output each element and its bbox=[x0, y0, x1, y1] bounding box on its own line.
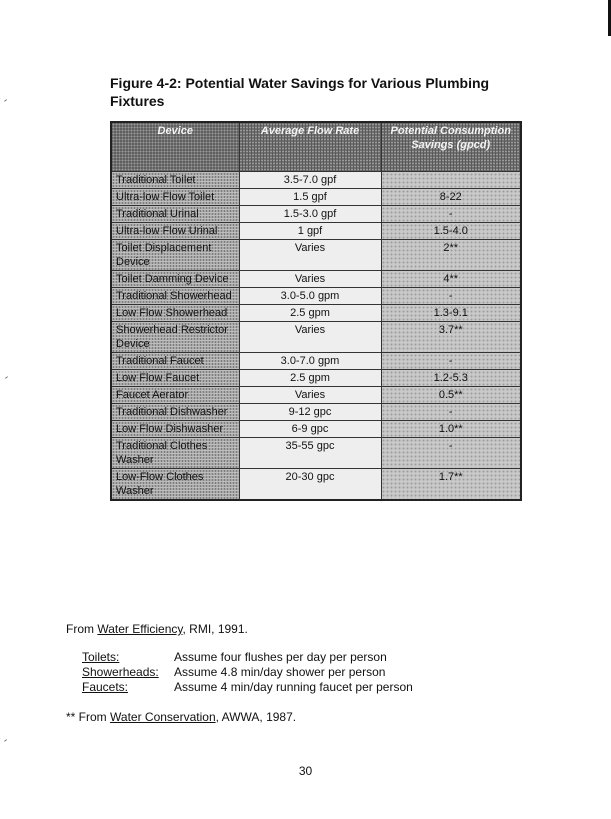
assumption-row bbox=[82, 680, 413, 695]
savings-cell: 1.0** bbox=[381, 421, 521, 438]
table-row bbox=[111, 288, 521, 305]
table-row bbox=[111, 387, 521, 404]
device-cell: Low Flow Faucet bbox=[111, 370, 239, 387]
savings-cell bbox=[381, 172, 521, 189]
flow-rate-cell: 3.5-7.0 gpf bbox=[239, 172, 381, 189]
assumption-row bbox=[82, 665, 413, 680]
table-row bbox=[111, 223, 521, 240]
device-cell: Toilet Damming Device bbox=[111, 271, 239, 288]
header-device: Device bbox=[111, 122, 239, 172]
table-row bbox=[111, 305, 521, 322]
source-suffix: , RMI, 1991. bbox=[182, 622, 248, 636]
flow-rate-cell: 3.0-7.0 gpm bbox=[239, 353, 381, 370]
footnote-title: Water Conservation bbox=[110, 710, 216, 724]
flow-rate-cell: 35-55 gpc bbox=[239, 438, 381, 469]
table-row bbox=[111, 172, 521, 189]
flow-rate-cell: 2.5 gpm bbox=[239, 370, 381, 387]
device-cell: Low-Flow Clothes Washer bbox=[111, 469, 239, 501]
device-cell: Traditional Toilet bbox=[111, 172, 239, 189]
footnote bbox=[66, 710, 296, 724]
footnote-prefix: ** From bbox=[66, 710, 107, 724]
device-cell: Traditional Urinal bbox=[111, 206, 239, 223]
savings-cell: 1.5-4.0 bbox=[381, 223, 521, 240]
assumption-text: Assume 4.8 min/day shower per person bbox=[174, 665, 386, 679]
savings-cell: 1.7** bbox=[381, 469, 521, 501]
source-title: Water Efficiency bbox=[97, 622, 183, 636]
source-prefix: From bbox=[66, 622, 94, 636]
savings-cell: 4** bbox=[381, 271, 521, 288]
device-cell: Showerhead Restrictor Device bbox=[111, 322, 239, 353]
device-cell: Ultra-low Flow Toilet bbox=[111, 189, 239, 206]
flow-rate-cell: 3.0-5.0 gpm bbox=[239, 288, 381, 305]
flow-rate-cell: 20-30 gpc bbox=[239, 469, 381, 501]
flow-rate-cell: Varies bbox=[239, 387, 381, 404]
device-cell: Traditional Faucet bbox=[111, 353, 239, 370]
flow-rate-cell: 1.5-3.0 gpf bbox=[239, 206, 381, 223]
savings-cell: - bbox=[381, 206, 521, 223]
device-cell: Traditional Clothes Washer bbox=[111, 438, 239, 469]
header-average-flow-rate: Average Flow Rate bbox=[239, 122, 381, 172]
savings-cell: 1.3-9.1 bbox=[381, 305, 521, 322]
table-row bbox=[111, 404, 521, 421]
savings-cell: - bbox=[381, 438, 521, 469]
page-number: 30 bbox=[298, 764, 313, 778]
table-row bbox=[111, 240, 521, 271]
table-row bbox=[111, 206, 521, 223]
flow-rate-cell: 9-12 gpc bbox=[239, 404, 381, 421]
table-row bbox=[111, 271, 521, 288]
table-row bbox=[111, 469, 521, 501]
assumption-text: Assume 4 min/day running faucet per person bbox=[174, 680, 413, 694]
device-cell: Toilet Displacement Device bbox=[111, 240, 239, 271]
water-savings-table bbox=[110, 121, 522, 501]
assumption-label: Faucets: bbox=[82, 680, 129, 694]
device-cell: Traditional Dishwasher bbox=[111, 404, 239, 421]
device-cell: Low Flow Showerhead bbox=[111, 305, 239, 322]
savings-cell: 8-22 bbox=[381, 189, 521, 206]
device-cell: Low Flow Dishwasher bbox=[111, 421, 239, 438]
flow-rate-cell: 1.5 gpf bbox=[239, 189, 381, 206]
flow-rate-cell: 6-9 gpc bbox=[239, 421, 381, 438]
scan-speck bbox=[4, 739, 7, 742]
assumption-text: Assume four flushes per day per person bbox=[174, 650, 387, 664]
savings-cell: 0.5** bbox=[381, 387, 521, 404]
scan-speck bbox=[5, 376, 8, 379]
device-cell: Traditional Showerhead bbox=[111, 288, 239, 305]
scan-speck bbox=[4, 99, 7, 102]
device-cell: Faucet Aerator bbox=[111, 387, 239, 404]
flow-rate-cell: 1 gpf bbox=[239, 223, 381, 240]
table-header-row bbox=[111, 122, 521, 172]
table-row bbox=[111, 189, 521, 206]
assumption-label: Showerheads: bbox=[82, 665, 159, 679]
savings-cell: - bbox=[381, 353, 521, 370]
table-row bbox=[111, 438, 521, 469]
footnote-suffix: , AWWA, 1987. bbox=[215, 710, 297, 724]
savings-cell: 3.7** bbox=[381, 322, 521, 353]
figure-title: Figure 4-2: Potential Water Savings for Various Plumbing Fixtures bbox=[110, 75, 490, 109]
flow-rate-cell: Varies bbox=[239, 271, 381, 288]
table-row bbox=[111, 370, 521, 387]
table-row bbox=[111, 353, 521, 370]
flow-rate-cell: Varies bbox=[239, 322, 381, 353]
device-cell: Ultra-low Flow Urinal bbox=[111, 223, 239, 240]
savings-cell: - bbox=[381, 404, 521, 421]
savings-cell: 1.2-5.3 bbox=[381, 370, 521, 387]
savings-cell: 2** bbox=[381, 240, 521, 271]
assumption-row bbox=[82, 650, 413, 665]
table-row bbox=[111, 322, 521, 353]
source-citation bbox=[66, 622, 248, 636]
flow-rate-cell: Varies bbox=[239, 240, 381, 271]
assumption-label: Toilets: bbox=[82, 650, 120, 664]
savings-cell: - bbox=[381, 288, 521, 305]
assumptions-list bbox=[82, 650, 413, 695]
table-row bbox=[111, 421, 521, 438]
flow-rate-cell: 2.5 gpm bbox=[239, 305, 381, 322]
header-potential-savings: Potential Consumption Savings (gpcd) bbox=[381, 122, 521, 172]
